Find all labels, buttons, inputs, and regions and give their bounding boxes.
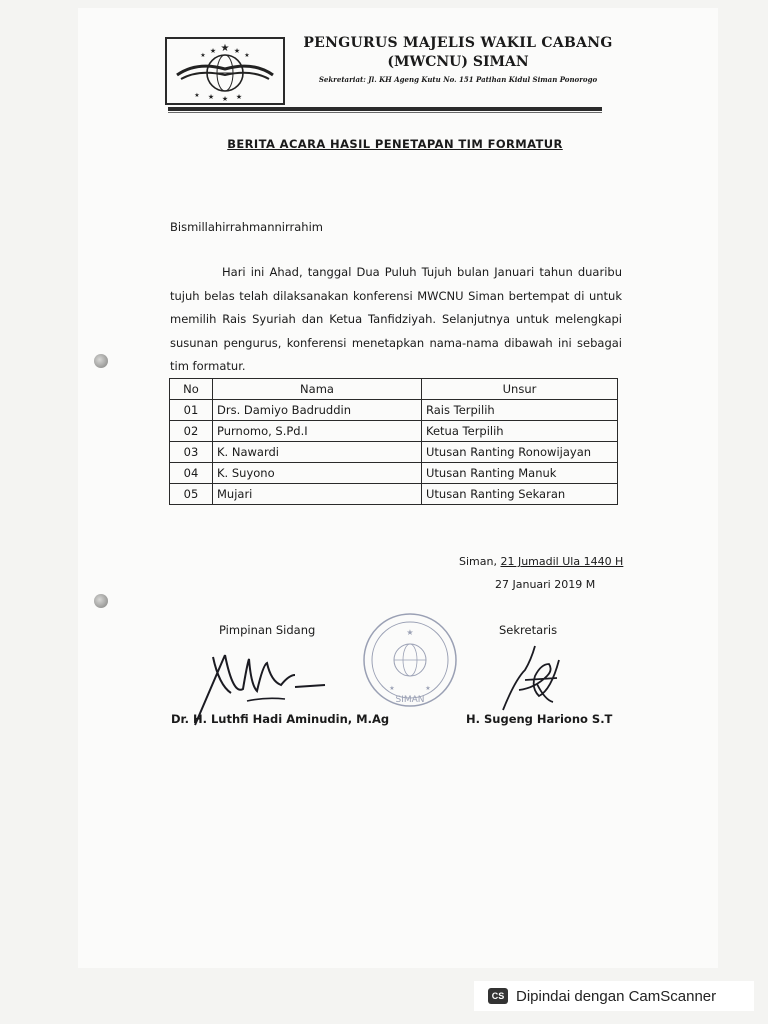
- svg-text:★: ★: [194, 92, 200, 99]
- place-date: [459, 555, 623, 568]
- body-text: Hari ini Ahad, tanggal Dua Puluh Tujuh bulan Januari tahun duaribu tujuh belas telah dilaksanakan konferensi MWCNU Siman bertempat di untuk memilih Rais Syuriah dan Ketua Tanfidziyah. Selanjutnya untuk melengkapi susunan pengurus, konferensi menetapkan nama-nama dibawah ini sebagai tim formatur.: [170, 265, 622, 373]
- table-row: [170, 463, 618, 484]
- letterhead-rule-thin: [168, 112, 602, 113]
- table-row: [170, 421, 618, 442]
- svg-text:★: ★: [207, 93, 215, 101]
- letterhead-rule: [168, 107, 602, 111]
- table-row: [170, 484, 618, 505]
- cell-no: 02: [170, 421, 213, 442]
- table-row: [170, 442, 618, 463]
- svg-text:★: ★: [389, 685, 395, 692]
- cell-nama: K. Suyono: [213, 463, 422, 484]
- svg-text:★: ★: [406, 628, 414, 637]
- table-row: [170, 400, 618, 421]
- cell-nama: K. Nawardi: [213, 442, 422, 463]
- document-title: BERITA ACARA HASIL PENETAPAN TIM FORMATUR: [227, 137, 563, 151]
- organization-stamp: [360, 608, 460, 718]
- cell-nama: Purnomo, S.Pd.I: [213, 421, 422, 442]
- cell-no: 03: [170, 442, 213, 463]
- svg-text:★: ★: [220, 43, 230, 54]
- svg-text:★: ★: [425, 685, 431, 692]
- camscanner-icon: CS: [488, 988, 508, 1004]
- secretary-name: H. Sugeng Hariono S.T: [466, 712, 613, 726]
- body-paragraph: [170, 261, 622, 379]
- svg-text:★: ★: [235, 93, 243, 101]
- cell-no: 04: [170, 463, 213, 484]
- opening-greeting: Bismillahirrahmannirrahim: [170, 220, 323, 234]
- place: Siman,: [459, 555, 497, 568]
- cell-nama: Drs. Damiyo Badruddin: [213, 400, 422, 421]
- org-name-abbr: (MWCNU) SIMAN: [387, 54, 529, 70]
- formatur-table: [169, 378, 618, 505]
- stamp-text: SIMAN: [395, 695, 425, 705]
- table-header-row: [170, 379, 618, 400]
- svg-text:★: ★: [209, 47, 217, 55]
- secretary-role: Sekretaris: [499, 623, 558, 637]
- cell-unsur: Ketua Terpilih: [422, 421, 618, 442]
- secretary-signature: [495, 640, 575, 720]
- cell-unsur: Rais Terpilih: [422, 400, 618, 421]
- cell-unsur: Utusan Ranting Manuk: [422, 463, 618, 484]
- chair-role: Pimpinan Sidang: [219, 623, 316, 637]
- svg-text:★: ★: [221, 95, 229, 103]
- org-address: Sekretariat: Jl. KH Ageng Kutu No. 151 Patihan Kidul Siman Ponorogo: [318, 75, 598, 84]
- gregorian-date: 27 Januari 2019 M: [495, 578, 596, 591]
- svg-text:★: ★: [200, 52, 206, 59]
- svg-text:★: ★: [244, 52, 250, 59]
- camscanner-badge: [474, 981, 754, 1011]
- punch-hole-top: [94, 354, 108, 368]
- column-header-unsur: Unsur: [422, 379, 618, 400]
- org-logo: [165, 37, 285, 105]
- org-name: PENGURUS MAJELIS WAKIL CABANG: [303, 35, 613, 51]
- cell-nama: Mujari: [213, 484, 422, 505]
- cell-unsur: Utusan Ranting Sekaran: [422, 484, 618, 505]
- punch-hole-bottom: [94, 594, 108, 608]
- cell-no: 05: [170, 484, 213, 505]
- hijri-date: 21 Jumadil Ula 1440 H: [500, 555, 624, 568]
- camscanner-label: Dipindai dengan CamScanner: [516, 987, 717, 1005]
- svg-text:★: ★: [233, 47, 241, 55]
- column-header-no: No: [170, 379, 213, 400]
- cell-unsur: Utusan Ranting Ronowijayan: [422, 442, 618, 463]
- chair-name: Dr. H. Luthfi Hadi Aminudin, M.Ag: [171, 712, 390, 726]
- cell-no: 01: [170, 400, 213, 421]
- globe-stars-icon: [167, 39, 283, 103]
- column-header-nama: Nama: [213, 379, 422, 400]
